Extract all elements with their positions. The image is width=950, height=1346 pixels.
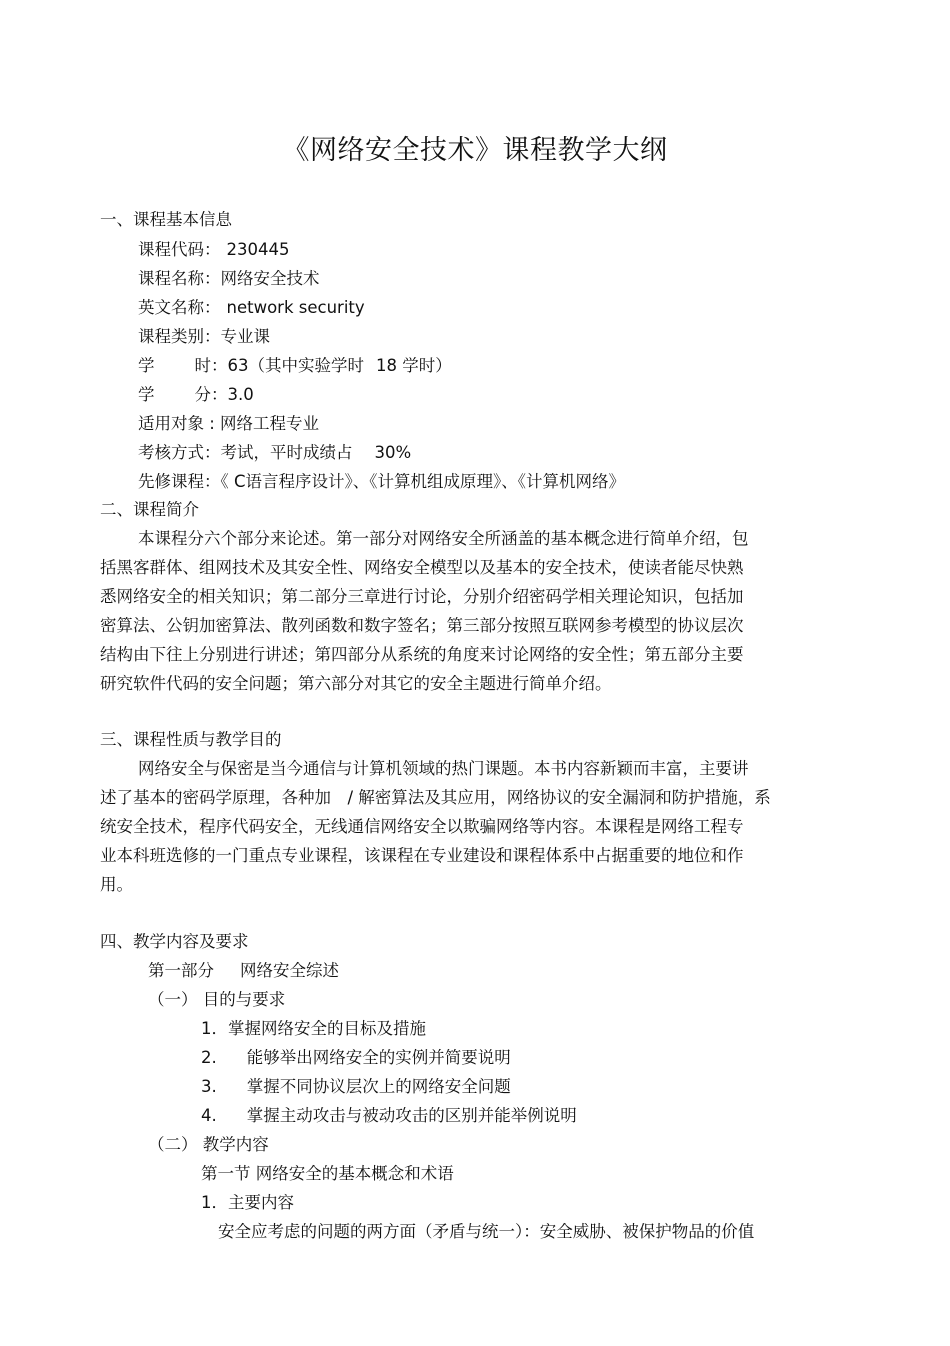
content-line: 安全应考虑的问题的两方面（矛盾与统一）：安全威胁、被保护物品的价值 xyxy=(218,1222,755,1241)
section-heading-content: 四、教学内容及要求 xyxy=(100,932,249,951)
hours-row xyxy=(138,356,452,376)
goal-item: 1．掌握网络安全的目标及措施 xyxy=(201,1019,426,1038)
goal-item xyxy=(201,1048,511,1068)
course-type-row xyxy=(138,327,270,347)
intro-line: 括黑客群体、组网技术及其安全性、网络安全模型以及基本的安全技术，使读者能尽快熟 xyxy=(100,558,744,577)
course-type-label: 课程类别： xyxy=(138,327,221,346)
credit-row xyxy=(138,385,254,405)
intro-line: 研究软件代码的安全问题；第六部分对其它的安全主题进行简单介绍。 xyxy=(100,674,612,693)
credit-label-b: 分： xyxy=(194,385,228,404)
document-title: 《网络安全技术》课程教学大纲 xyxy=(282,135,668,166)
part-title: 网络安全综述 xyxy=(240,961,339,980)
english-name-label: 英文名称： xyxy=(138,298,221,317)
subheading-teaching-content: （二） 教学内容 xyxy=(148,1135,269,1154)
section-heading-basic-info: 一、课程基本信息 xyxy=(100,210,232,229)
goal-number: 4. xyxy=(201,1106,217,1125)
intro-line: 密算法、公钥加密算法、散列函数和数字签名；第三部分按照互联网参考模型的协议层次 xyxy=(100,616,744,635)
subheading-goals: （一） 目的与要求 xyxy=(148,990,286,1009)
nature-line: 业本科班选修的一门重点专业课程，该课程在专业建设和课程体系中占据重要的地位和作 xyxy=(100,846,744,865)
course-name-label: 课程名称： xyxy=(138,269,221,288)
nature-line: 用。 xyxy=(100,875,133,894)
nature-line: 述了基本的密码学原理，各种加 / 解密算法及其应用，网络协议的安全漏洞和防护措施，系 xyxy=(100,788,771,807)
intro-line: 本课程分六个部分来论述。第一部分对网络安全所涵盖的基本概念进行简单介绍，包 xyxy=(138,529,749,548)
credit-value: 3.0 xyxy=(227,385,254,404)
goal-number: 3. xyxy=(201,1077,217,1096)
hours-value: 63（其中实验学时 xyxy=(227,356,364,375)
goal-item xyxy=(201,1077,511,1097)
nature-line: 网络安全与保密是当今通信与计算机领域的热门课题。本书内容新颖而丰富，主要讲 xyxy=(138,759,749,778)
target-audience-row: 适用对象 : 网络工程专业 xyxy=(138,414,320,433)
part-label: 第一部分 xyxy=(148,961,214,980)
hours-label-b: 时： xyxy=(194,356,228,375)
intro-line: 悉网络安全的相关知识；第二部分三章进行讨论，分别介绍密码学相关理论知识，包括加 xyxy=(100,587,744,606)
section-heading-nature: 三、课程性质与教学目的 xyxy=(100,730,282,749)
section-heading-intro: 二、课程简介 xyxy=(100,500,199,519)
hours-lab-value: 18 学时） xyxy=(376,356,452,375)
part-heading xyxy=(148,961,339,981)
intro-line: 结构由下往上分别进行讲述；第四部分从系统的角度来讨论网络的安全性；第五部分主要 xyxy=(100,645,744,664)
credit-label-a: 学 xyxy=(138,385,155,404)
course-type-value: 专业课 xyxy=(220,327,270,346)
nature-line: 统安全技术，程序代码安全，无线通信网络安全以欺骗网络等内容。本课程是网络工程专 xyxy=(100,817,744,836)
assessment-text: 考核方式：考试，平时成绩占 xyxy=(138,443,353,462)
main-content-label: 1．主要内容 xyxy=(201,1193,294,1212)
english-name-value: network security xyxy=(226,298,365,317)
assessment-percent: 30% xyxy=(374,443,412,462)
section-title: 第一节 网络安全的基本概念和术语 xyxy=(201,1164,454,1183)
prerequisites-row: 先修课程：《 C语言程序设计》、《计算机组成原理》、《计算机网络》 xyxy=(138,472,626,491)
goal-item xyxy=(201,1106,577,1126)
goal-text: 掌握不同协议层次上的网络安全问题 xyxy=(246,1077,511,1096)
english-name-row xyxy=(138,298,365,318)
course-code-value: 230445 xyxy=(226,240,290,259)
course-name-row xyxy=(138,269,320,289)
goal-number: 2. xyxy=(201,1048,217,1067)
goal-text: 能够举出网络安全的实例并简要说明 xyxy=(246,1048,511,1067)
course-code-row xyxy=(138,240,290,260)
course-code-label: 课程代码： xyxy=(138,240,221,259)
goal-text: 掌握主动攻击与被动攻击的区别并能举例说明 xyxy=(246,1106,577,1125)
assessment-row xyxy=(138,443,411,463)
hours-label-a: 学 xyxy=(138,356,155,375)
course-name-value: 网络安全技术 xyxy=(220,269,320,288)
